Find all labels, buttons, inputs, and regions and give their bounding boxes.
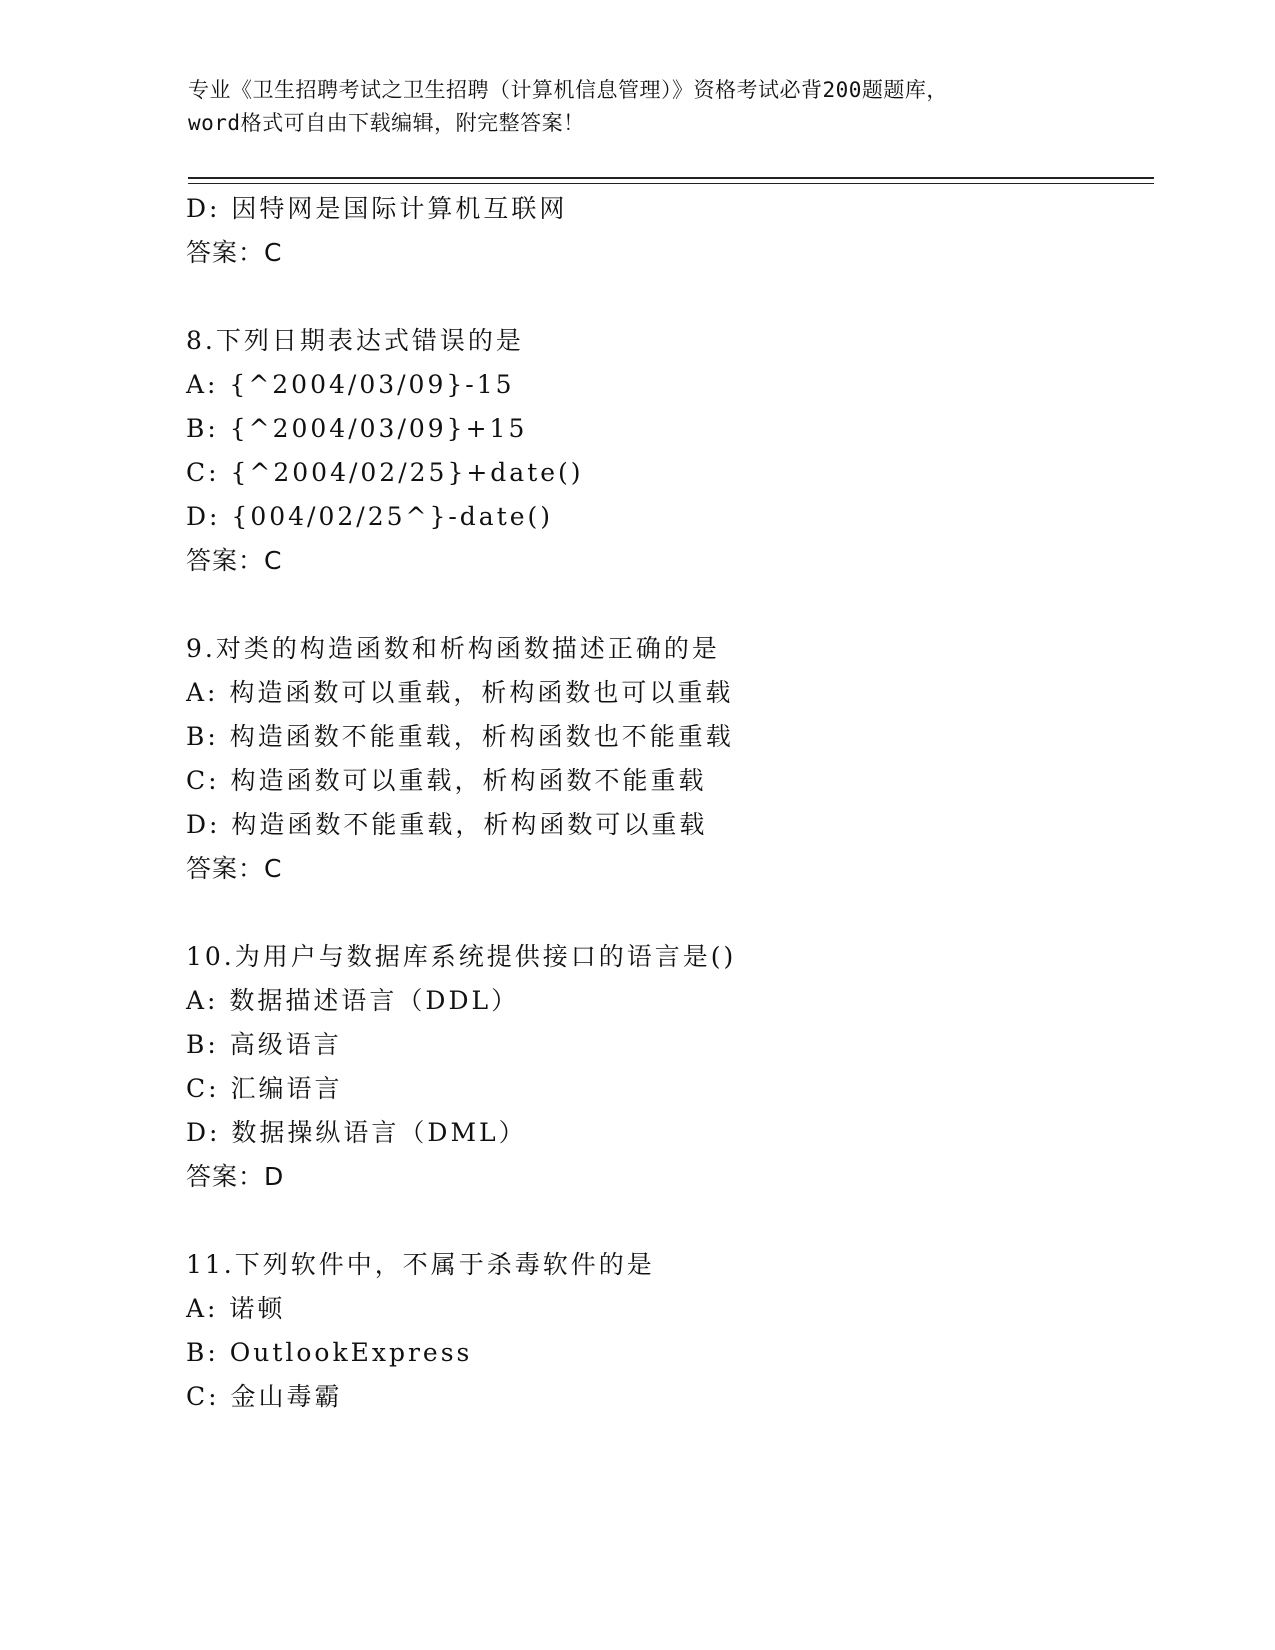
question-9-option-c: C: 构造函数可以重载，析构函数不能重载	[186, 766, 707, 795]
question-8-option-c: C: {^2004/02/25}+date()	[186, 458, 584, 487]
question-11-option-c: C: 金山毒霸	[186, 1382, 343, 1411]
question-10-option-c: C: 汇编语言	[186, 1074, 343, 1103]
question-10-answer: 答案：D	[186, 1162, 285, 1191]
header-title-line-2: word格式可自由下载编辑，附完整答案！	[188, 111, 585, 135]
question-8-answer: 答案：C	[186, 546, 283, 575]
question-9-option-a: A: 构造函数可以重载，析构函数也可以重载	[186, 678, 734, 707]
header-title-line-1: 专业《卫生招聘考试之卫生招聘（计算机信息管理）》资格考试必背200题题库，	[188, 78, 948, 102]
question-8-stem: 8.下列日期表达式错误的是	[186, 326, 524, 355]
document-header	[188, 74, 1088, 140]
question-11-option-a: A: 诺顿	[186, 1294, 286, 1323]
question-10-option-a: A: 数据描述语言（DDL）	[186, 986, 520, 1015]
question-9-option-d: D: 构造函数不能重载，析构函数可以重载	[186, 810, 708, 839]
question-11-stem: 11.下列软件中，不属于杀毒软件的是	[186, 1250, 655, 1279]
question-9-option-b: B: 构造函数不能重载，析构函数也不能重载	[186, 722, 734, 751]
question-9-answer: 答案：C	[186, 854, 283, 883]
question-8-option-d: D: {004/02/25^}-date()	[186, 502, 554, 531]
prev-question-answer: 答案：C	[186, 238, 283, 267]
header-rule-thin	[188, 183, 1154, 184]
question-8-option-a: A: {^2004/03/09}-15	[186, 370, 515, 399]
question-10-stem: 10.为用户与数据库系统提供接口的语言是()	[186, 942, 737, 971]
header-rule-thick	[188, 177, 1154, 179]
question-9-stem: 9.对类的构造函数和析构函数描述正确的是	[186, 634, 720, 663]
prev-question-option-d: D: 因特网是国际计算机互联网	[186, 194, 568, 223]
question-10-option-b: B: 高级语言	[186, 1030, 342, 1059]
question-11-option-b: B: OutlookExpress	[186, 1338, 473, 1367]
question-10-option-d: D: 数据操纵语言（DML）	[186, 1118, 527, 1147]
question-8-option-b: B: {^2004/03/09}+15	[186, 414, 528, 443]
